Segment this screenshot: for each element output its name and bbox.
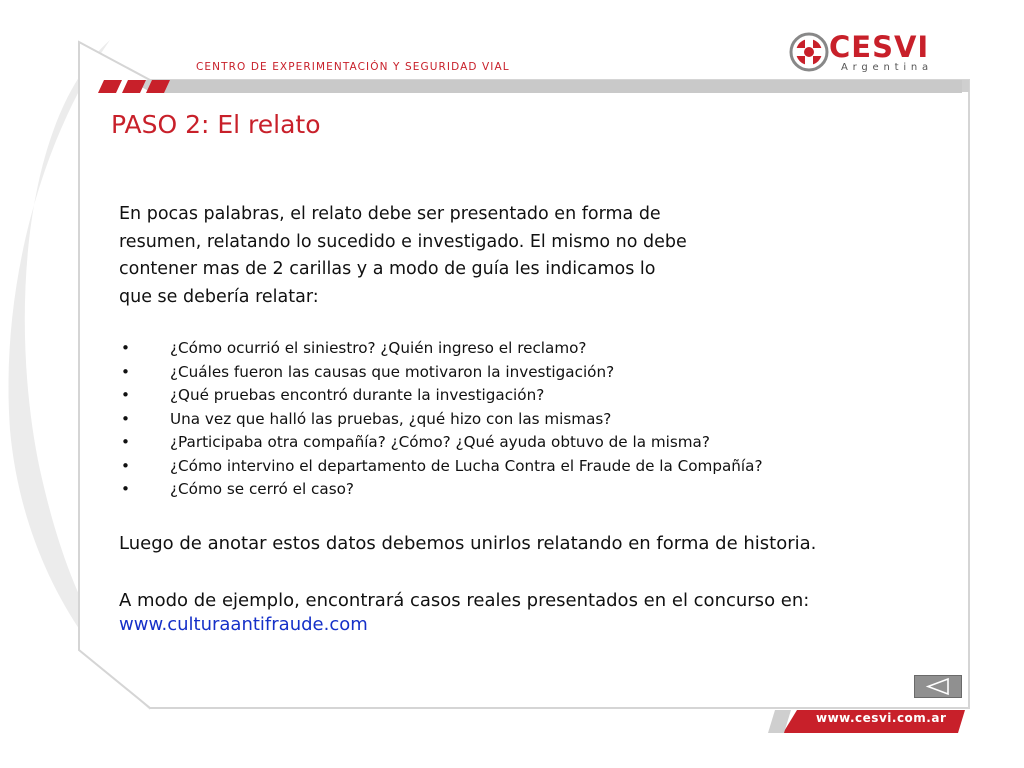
- culturaantifraude-link[interactable]: www.culturaantifraude.com: [119, 614, 368, 635]
- closing-paragraph: Luego de anotar estos datos debemos unirlos relatando en forma de historia.: [119, 533, 817, 554]
- list-item-text: ¿Qué pruebas encontró durante la investigación?: [170, 386, 545, 404]
- bullet-marker: •: [121, 339, 130, 357]
- bullet-marker: •: [121, 362, 130, 381]
- org-name: CENTRO DE EXPERIMENTACIÓN Y SEGURIDAD VIAL: [196, 61, 510, 73]
- bullet-marker: •: [121, 433, 130, 451]
- slide-title: PASO 2: El relato: [111, 110, 321, 139]
- intro-line: resumen, relatando lo sucedido e investigado. El mismo no debe: [119, 231, 687, 252]
- logo-wordmark: CESVI: [829, 30, 930, 64]
- list-item: [119, 384, 763, 408]
- list-item: [119, 408, 763, 432]
- list-item: [119, 337, 763, 361]
- bullet-marker: •: [121, 456, 130, 475]
- intro-line: En pocas palabras, el relato debe ser presentado en forma de: [119, 204, 661, 224]
- list-item-text: ¿Cómo ocurrió el siniestro? ¿Quién ingreso el reclamo?: [170, 339, 587, 357]
- list-item-text: Una vez que halló las pruebas, ¿qué hizo con las mismas?: [170, 409, 612, 428]
- bullet-marker: •: [121, 409, 130, 428]
- question-list: [119, 337, 763, 502]
- list-item-text: ¿Cómo intervino el departamento de Lucha Contra el Fraude de la Compañía?: [170, 456, 763, 475]
- footer-url: www.cesvi.com.ar: [816, 711, 947, 725]
- cesvi-logo: [789, 28, 959, 78]
- intro-line: que se debería relatar:: [119, 286, 319, 307]
- back-button[interactable]: [914, 675, 962, 698]
- list-item: [119, 478, 763, 502]
- logo-subtitle: Argentina: [841, 62, 933, 73]
- list-item: [119, 455, 763, 479]
- list-item: [119, 361, 763, 385]
- example-paragraph: A modo de ejemplo, encontrará casos reales presentados en el concurso en:: [119, 590, 810, 611]
- list-item-text: ¿Participaba otra compañía? ¿Cómo? ¿Qué ayuda obtuvo de la misma?: [170, 433, 710, 451]
- bullet-marker: •: [121, 386, 130, 404]
- cesvi-logo-icon: [789, 30, 829, 74]
- back-triangle-icon: [915, 676, 961, 697]
- bullet-marker: •: [121, 480, 130, 498]
- intro-paragraph: [119, 201, 809, 311]
- intro-line: contener mas de 2 carillas y a modo de guía les indicamos lo: [119, 259, 656, 279]
- list-item: [119, 431, 763, 455]
- list-item-text: ¿Cuáles fueron las causas que motivaron la investigación?: [170, 362, 615, 381]
- list-item-text: ¿Cómo se cerró el caso?: [170, 480, 354, 498]
